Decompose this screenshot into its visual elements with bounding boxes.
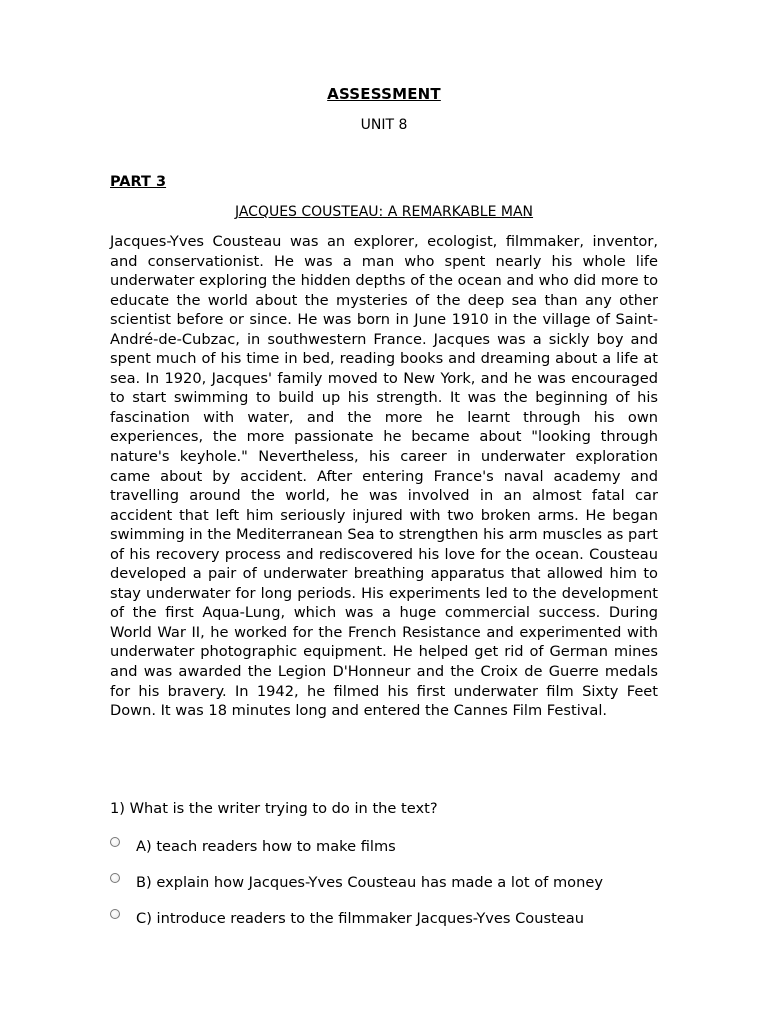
question-text: 1) What is the writer trying to do in the text?: [110, 800, 438, 817]
article-title: JACQUES COUSTEAU: A REMARKABLE MAN: [234, 204, 534, 220]
answer-option-a[interactable]: [110, 836, 396, 858]
answer-option-b[interactable]: [110, 872, 603, 894]
unit-label: UNIT 8: [360, 117, 408, 133]
page-title: ASSESSMENT: [327, 85, 441, 103]
answer-option-label: A) teach readers how to make films: [136, 838, 396, 855]
radio-button-icon[interactable]: [110, 837, 120, 847]
radio-button-icon[interactable]: [110, 909, 120, 919]
answer-option-label: B) explain how Jacques-Yves Cousteau has made a lot of money: [136, 874, 603, 891]
radio-button-icon[interactable]: [110, 873, 120, 883]
answer-option-label: C) introduce readers to the filmmaker Jacques-Yves Cousteau: [136, 910, 584, 927]
answer-option-c[interactable]: [110, 908, 584, 930]
part-heading: PART 3: [110, 174, 167, 190]
reading-passage: Jacques-Yves Cousteau was an explorer, ecologist, filmmaker, inventor, and conservationist. He was a man who spent nearly his whole life underwater exploring the hidden depths of the ocean and who did more to educate the world about the mysteries of the deep sea than any other scientist before or since. He was born in June 1910 in the village of Saint-André-de-Cubzac, in southwestern France. Jacques was a sickly boy and spent much of his time in bed, reading books and dreaming about a life at sea. In 1920, Jacques' family moved to New York, and he was encouraged to start swimming to build up his strength. It was the beginning of his fascination with water, and the more he learnt through his own experiences, the more passionate he became about "looking through nature's keyhole." Nevertheless, his career in underwater exploration came about by accident. After entering France's naval academy and travelling around the world, he was involved in an almost fatal car accident that left him seriously injured with two broken arms. He began swimming in the Mediterranean Sea to strengthen his arm muscles as part of his recovery process and rediscovered his love for the ocean. Cousteau developed a pair of underwater breathing apparatus that allowed him to stay underwater for long periods. His experiments led to the development of the first Aqua-Lung, which was a huge commercial success. During World War II, he worked for the French Resistance and experimented with underwater photographic equipment. He helped get rid of German mines and was awarded the Legion D'Honneur and the Croix de Guerre medals for his bravery. In 1942, he filmed his first underwater film Sixty Feet Down. It was 18 minutes long and entered the Cannes Film Festival.: [110, 233, 658, 720]
